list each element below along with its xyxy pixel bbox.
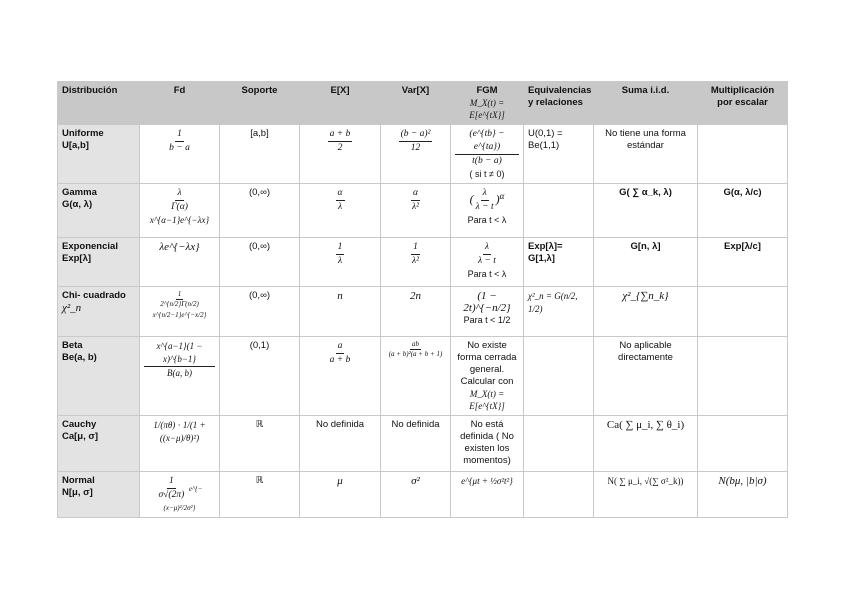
cell-soporte: [a,b] <box>220 125 300 184</box>
ex-denominator: 2 <box>337 143 343 153</box>
fgm-formula: (1 − 2t)^{−n/2} <box>463 290 511 314</box>
fd-denominator: 2^{n/2}Γ(n/2) <box>160 300 199 308</box>
dist-name: Cauchy <box>62 419 97 430</box>
fgm-note: Para t < λ <box>467 215 507 225</box>
dist-name: Gamma <box>62 187 97 198</box>
distribution-table <box>57 81 788 518</box>
mult-formula: G(α, λ/c) <box>723 187 762 198</box>
dist-name: Normal <box>62 475 95 486</box>
var-formula: σ² <box>411 475 420 487</box>
header-fgm-formula: M_X(t) = E[e^{tX}] <box>469 98 505 120</box>
table-row <box>58 184 788 238</box>
var-numerator: ab <box>412 340 419 348</box>
suma-formula: Ca( ∑ μ_i, ∑ θ_i) <box>606 419 685 431</box>
fd-numerator: λ <box>175 187 183 201</box>
fgm-formula: M_X(t) = E[e^{tX}] <box>469 389 505 411</box>
row-head-gamma <box>58 184 140 238</box>
fd-fraction <box>157 475 187 502</box>
dist-name: Exponencial <box>62 241 118 252</box>
cell-var <box>381 287 451 337</box>
fd-numerator: 1 <box>177 290 182 298</box>
fgm-denominator: λ − t <box>478 256 496 266</box>
var-denominator: (a + b)²(a + b + 1) <box>388 350 443 358</box>
header-suma: Suma i.i.d. <box>594 82 698 125</box>
cell-soporte: ℝ <box>220 472 300 518</box>
fgm-paren-open: ( <box>469 192 474 207</box>
table-row <box>58 416 788 472</box>
mult-formula: N(bμ, |b|σ) <box>718 475 767 487</box>
fd-part-a: 1/(πθ) <box>153 420 176 430</box>
fgm-paren-close: ) <box>495 192 500 207</box>
ex-fraction <box>328 128 353 155</box>
fd-tail: x^{n/2−1}e^{−x/2} <box>152 311 207 319</box>
table-row <box>58 125 788 184</box>
suma-formula: N( ∑ μ_i, √(∑ σ²_k)) <box>607 476 684 486</box>
suma-formula: G[n, λ] <box>630 241 661 252</box>
header-multiplicacion: Multiplicación por escalar <box>698 82 788 125</box>
cell-soporte: (0,∞) <box>220 287 300 337</box>
cell-fd <box>140 125 220 184</box>
cell-mult <box>698 125 788 184</box>
var-fraction <box>410 241 421 268</box>
dist-param: Exp[λ] <box>62 253 92 264</box>
fgm-fraction <box>474 187 496 214</box>
cell-soporte: (0,∞) <box>220 184 300 238</box>
fd-fraction <box>144 340 215 380</box>
cell-equiv <box>524 416 594 472</box>
cell-fgm <box>451 184 524 238</box>
cell-var <box>381 472 451 518</box>
row-head-uniforme <box>58 125 140 184</box>
ex-numerator: α <box>336 187 345 201</box>
ex-fraction <box>336 187 345 214</box>
row-head-exponencial <box>58 238 140 287</box>
suma-formula: χ²_{∑n_k} <box>622 290 669 302</box>
cell-ex <box>300 184 381 238</box>
cell-equiv <box>524 287 594 337</box>
fd-denominator: b − a <box>169 143 190 153</box>
cell-ex: No definida <box>300 416 381 472</box>
header-fd: Fd <box>140 82 220 125</box>
header-var: Var[X] <box>381 82 451 125</box>
cell-mult <box>698 337 788 416</box>
fgm-numerator: λ <box>481 187 489 201</box>
cell-suma <box>594 416 698 472</box>
var-denominator: λ² <box>412 202 419 212</box>
fgm-note: Para t < λ <box>467 269 507 279</box>
cell-mult <box>698 238 788 287</box>
equiv-formula: χ²_n = G(n/2, 1/2) <box>528 291 578 314</box>
ex-numerator: a <box>336 340 345 354</box>
fgm-numerator: (e^{tb} − e^{ta}) <box>455 128 519 155</box>
fgm-fraction <box>455 128 519 168</box>
cell-var <box>381 238 451 287</box>
cell-ex <box>300 125 381 184</box>
dist-param: N[μ, σ] <box>62 487 93 498</box>
fgm-numerator: λ <box>483 241 491 255</box>
dist-param: χ²_n <box>62 302 82 314</box>
header-distribution: Distribución <box>58 82 140 125</box>
cell-fd <box>140 238 220 287</box>
cell-mult <box>698 472 788 518</box>
fgm-text: No existe forma cerrada general. Calcular con <box>457 340 517 387</box>
fd-fraction <box>158 290 201 309</box>
cell-suma <box>594 472 698 518</box>
dist-param: G(α, λ) <box>62 199 93 210</box>
ex-denominator: λ <box>337 256 343 266</box>
cell-fd <box>140 472 220 518</box>
cell-var <box>381 125 451 184</box>
cell-ex <box>300 337 381 416</box>
row-head-cauchy <box>58 416 140 472</box>
row-head-chi <box>58 287 140 337</box>
mult-formula: Exp[λ/c] <box>724 241 761 252</box>
var-formula: 2n <box>410 290 421 302</box>
dist-param: Be(a, b) <box>62 352 97 363</box>
fd-numerator: x^{a−1}(1 − x)^{b−1} <box>144 340 215 367</box>
cell-fgm <box>451 337 524 416</box>
cell-soporte: ℝ <box>220 416 300 472</box>
ex-numerator: 1 <box>336 241 345 255</box>
var-denominator: 12 <box>410 143 421 153</box>
cell-ex <box>300 287 381 337</box>
row-head-beta <box>58 337 140 416</box>
cell-ex <box>300 472 381 518</box>
cell-fd <box>140 287 220 337</box>
cell-suma <box>594 287 698 337</box>
table-row <box>58 337 788 416</box>
cell-var <box>381 184 451 238</box>
cell-suma <box>594 184 698 238</box>
table-row <box>58 287 788 337</box>
ex-denominator: λ <box>337 202 343 212</box>
ex-fraction <box>328 340 353 367</box>
cell-fd <box>140 337 220 416</box>
cell-equiv: U(0,1) = Be(1,1) <box>524 125 594 184</box>
cell-var <box>381 337 451 416</box>
var-numerator: (b − a)² <box>399 128 433 142</box>
cell-soporte: (0,∞) <box>220 238 300 287</box>
cell-ex <box>300 238 381 287</box>
fd-numerator: 1 <box>167 475 176 489</box>
cell-suma: No tiene una forma estándar <box>594 125 698 184</box>
cell-fgm <box>451 472 524 518</box>
fgm-fraction <box>476 241 498 268</box>
table-row <box>58 238 788 287</box>
row-head-normal <box>58 472 140 518</box>
fgm-exponent: α <box>499 190 505 201</box>
dist-param: U[a,b] <box>62 140 89 151</box>
fd-tail: x^{α−1}e^{−λx} <box>149 215 210 225</box>
var-fraction <box>410 187 421 214</box>
var-denominator: λ² <box>412 256 419 266</box>
cell-suma <box>594 238 698 287</box>
header-equivalencias: Equivalencias y relaciones <box>524 82 594 125</box>
dist-name: Beta <box>62 340 83 351</box>
fgm-formula: e^{μt + ½σ²t²} <box>461 476 513 486</box>
var-fraction <box>399 128 433 155</box>
fgm-note: Para t < 1/2 <box>463 315 511 325</box>
cell-var: No definida <box>381 416 451 472</box>
distribution-table-container <box>57 81 787 518</box>
fd-numerator: 1 <box>175 128 184 142</box>
cell-equiv <box>524 337 594 416</box>
dist-name: Uniforme <box>62 128 104 139</box>
cell-fd <box>140 184 220 238</box>
cell-mult <box>698 416 788 472</box>
header-soporte: Soporte <box>220 82 300 125</box>
cell-fd <box>140 416 220 472</box>
fgm-denominator: t(b − a) <box>472 156 502 166</box>
dist-param: Ca[μ, σ] <box>62 431 99 442</box>
cell-mult <box>698 184 788 238</box>
header-fgm-label: FGM <box>476 85 498 96</box>
fd-denominator: σ√(2π) <box>158 490 185 500</box>
header-fgm <box>451 82 524 125</box>
dist-name: Chi- cuadrado <box>62 290 126 301</box>
cell-suma: No aplicable directamente <box>594 337 698 416</box>
var-fraction <box>387 340 445 359</box>
cell-equiv: Exp[λ]= G[1,λ] <box>524 238 594 287</box>
var-numerator: α <box>411 187 420 201</box>
cell-fgm <box>451 238 524 287</box>
suma-formula: G( ∑ α_k, λ) <box>619 187 672 198</box>
var-numerator: 1 <box>411 241 420 255</box>
cell-equiv <box>524 184 594 238</box>
fgm-denominator: λ − t <box>475 202 494 212</box>
table-row <box>58 472 788 518</box>
ex-numerator: a + b <box>328 128 353 142</box>
ex-formula: μ <box>337 475 343 487</box>
cell-soporte: (0,1) <box>220 337 300 416</box>
fd-fraction <box>167 128 192 155</box>
cell-fgm <box>451 287 524 337</box>
fd-part-b: 1/(1 + ((x−μ)/θ)²) <box>159 420 206 443</box>
fd-denominator: Γ(α) <box>171 202 188 212</box>
ex-denominator: a + b <box>329 355 351 365</box>
fd-tail: e^{−(x−μ)²/2σ²} <box>163 485 203 512</box>
fd-denominator: B(a, b) <box>167 368 192 378</box>
fgm-note: ( si t ≠ 0) <box>469 169 505 179</box>
cell-equiv <box>524 472 594 518</box>
ex-fraction <box>336 241 345 268</box>
header-ex: E[X] <box>300 82 381 125</box>
header-row <box>58 82 788 125</box>
fd-fraction <box>169 187 190 214</box>
cell-mult <box>698 287 788 337</box>
ex-formula: n <box>337 290 343 302</box>
fd-dot: · <box>177 420 181 430</box>
fd-formula: λe^{−λx} <box>159 241 200 253</box>
cell-fgm <box>451 125 524 184</box>
cell-fgm: No está definida ( No existen los momentos) <box>451 416 524 472</box>
